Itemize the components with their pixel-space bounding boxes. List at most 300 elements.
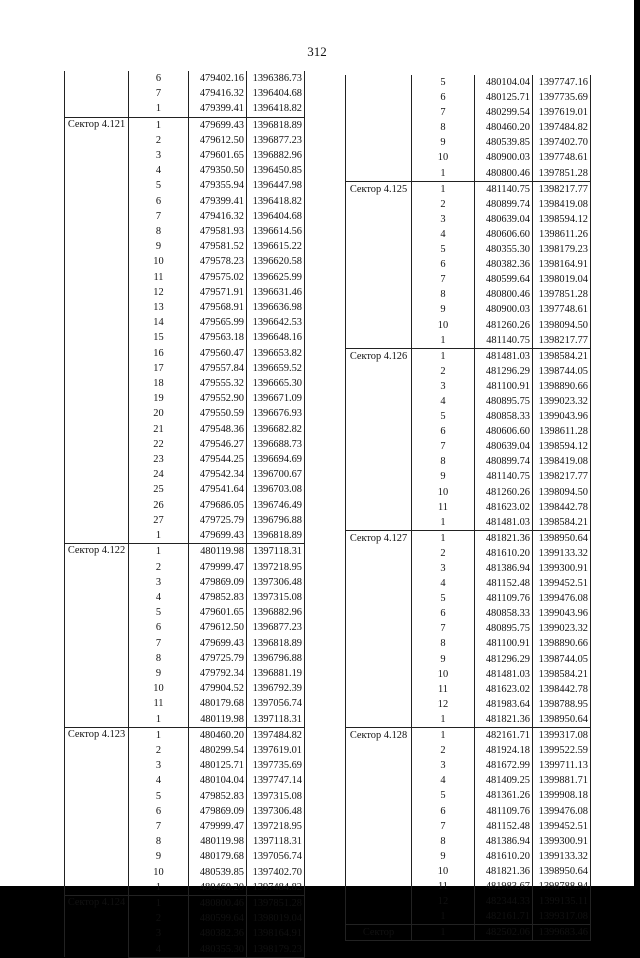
coordinate-x: 481983.67 (475, 879, 533, 894)
coordinate-y: 1398744.05 (533, 364, 591, 379)
coordinate-x: 481152.48 (475, 819, 533, 834)
coordinate-y: 1398019.04 (533, 272, 591, 287)
coordinate-y: 1399522.59 (533, 743, 591, 758)
coordinate-x: 479399.41 (189, 194, 247, 209)
point-number: 5 (129, 789, 189, 804)
coordinate-x: 482502.06 (475, 925, 533, 941)
point-number: 6 (129, 804, 189, 819)
coordinate-x: 479612.50 (189, 133, 247, 148)
coordinate-y: 1399043.96 (533, 409, 591, 424)
point-number: 3 (412, 758, 475, 773)
coordinate-y: 1396625.99 (247, 270, 305, 285)
coordinate-y: 1396877.23 (247, 620, 305, 635)
point-number: 12 (412, 894, 475, 909)
coordinate-x: 481610.20 (475, 546, 533, 561)
point-number: 1 (412, 181, 475, 197)
coordinate-x: 480900.03 (475, 302, 533, 317)
point-number: 1 (129, 712, 189, 728)
coordinate-y: 1396450.85 (247, 163, 305, 178)
point-number: 2 (412, 197, 475, 212)
point-number: 10 (129, 254, 189, 269)
coordinate-y: 1399023.32 (533, 621, 591, 636)
sector-label (65, 71, 129, 117)
coordinate-y: 1398442.78 (533, 682, 591, 697)
point-number: 1 (412, 333, 475, 349)
coordinate-y: 1398744.05 (533, 652, 591, 667)
coordinate-y: 1398164.91 (247, 926, 305, 941)
coordinate-x: 481152.48 (475, 576, 533, 591)
point-number: 14 (129, 315, 189, 330)
point-number: 7 (412, 819, 475, 834)
point-number: 8 (129, 224, 189, 239)
coordinate-x: 480382.36 (189, 926, 247, 941)
coordinate-y: 1397056.74 (247, 696, 305, 711)
point-number: 5 (412, 591, 475, 606)
coordinate-y: 1397851.28 (247, 895, 305, 911)
point-number: 11 (412, 682, 475, 697)
coordinate-x: 479546.27 (189, 437, 247, 452)
coordinate-y: 1399476.08 (533, 804, 591, 819)
point-number: 25 (129, 482, 189, 497)
point-number: 3 (129, 148, 189, 163)
coordinate-x: 479578.23 (189, 254, 247, 269)
table-row (346, 348, 591, 364)
coordinate-x: 481140.75 (475, 181, 533, 197)
table-row (346, 181, 591, 197)
point-number: 2 (412, 743, 475, 758)
coordinate-y: 1396700.67 (247, 467, 305, 482)
point-number: 7 (412, 272, 475, 287)
coordinate-x: 479999.47 (189, 819, 247, 834)
coordinate-x: 479541.64 (189, 482, 247, 497)
point-number: 20 (129, 406, 189, 421)
coordinate-x: 480606.60 (475, 424, 533, 439)
point-number: 9 (412, 849, 475, 864)
coordinate-y: 1396418.82 (247, 194, 305, 209)
coordinate-x: 481623.02 (475, 500, 533, 515)
point-number: 18 (129, 376, 189, 391)
coordinate-y: 1396796.88 (247, 651, 305, 666)
point-number: 27 (129, 513, 189, 528)
point-number: 1 (129, 544, 189, 560)
coordinate-x: 481260.26 (475, 485, 533, 500)
coordinate-y: 1396877.23 (247, 133, 305, 148)
coordinate-y: 1398611.28 (533, 424, 591, 439)
coordinate-x: 481481.03 (475, 515, 533, 531)
coordinate-y: 1398584.21 (533, 667, 591, 682)
coordinate-y: 1398419.08 (533, 454, 591, 469)
point-number: 23 (129, 452, 189, 467)
point-number: 1 (129, 117, 189, 133)
table-row (346, 728, 591, 744)
point-number: 22 (129, 437, 189, 452)
coordinate-y: 1396404.68 (247, 209, 305, 224)
point-number: 1 (412, 909, 475, 925)
coordinate-x: 481409.25 (475, 773, 533, 788)
coordinate-x: 481361.26 (475, 788, 533, 803)
point-number: 4 (412, 576, 475, 591)
sector-label: Сектор 4.123 (65, 727, 129, 895)
point-number: 5 (129, 178, 189, 193)
coordinate-y: 1397402.70 (533, 135, 591, 150)
coordinate-x: 479601.65 (189, 605, 247, 620)
coordinate-y: 1398788.95 (533, 697, 591, 712)
coordinate-x: 480104.04 (475, 75, 533, 90)
coordinate-y: 1398019.04 (247, 911, 305, 926)
point-number: 21 (129, 422, 189, 437)
coordinate-y: 1399317.08 (533, 728, 591, 744)
coordinate-x: 479869.09 (189, 804, 247, 819)
coordinate-x: 479581.52 (189, 239, 247, 254)
coordinate-x: 481386.94 (475, 834, 533, 849)
point-number: 3 (412, 379, 475, 394)
coordinate-y: 1396688.73 (247, 437, 305, 452)
coordinate-x: 479355.94 (189, 178, 247, 193)
coordinate-x: 480355.30 (189, 942, 247, 958)
coordinate-x: 481140.75 (475, 333, 533, 349)
coordinate-x: 481100.91 (475, 379, 533, 394)
coordinate-x: 479560.47 (189, 346, 247, 361)
coordinate-y: 1398179.23 (247, 942, 305, 958)
coordinate-x: 480125.71 (189, 758, 247, 773)
sector-label: Сектор 4.124 (65, 895, 129, 957)
coordinate-x: 479852.83 (189, 590, 247, 605)
coordinate-y: 1397747.16 (533, 75, 591, 90)
coordinate-x: 482161.71 (475, 909, 533, 925)
point-number: 2 (129, 743, 189, 758)
coordinate-y: 1396682.82 (247, 422, 305, 437)
table-row (65, 544, 305, 560)
coordinate-x: 479792.34 (189, 666, 247, 681)
coordinate-x: 480382.36 (475, 257, 533, 272)
coordinate-y: 1398217.77 (533, 181, 591, 197)
point-number: 1 (412, 925, 475, 941)
coordinate-y: 1397484.82 (533, 120, 591, 135)
coordinate-y: 1399135.11 (533, 894, 591, 909)
coordinate-y: 1398611.26 (533, 227, 591, 242)
coordinate-x: 479402.16 (189, 71, 247, 86)
coordinate-y: 1396818.89 (247, 117, 305, 133)
coordinate-x: 479399.41 (189, 101, 247, 117)
point-number: 1 (129, 880, 189, 896)
coordinate-x: 481296.29 (475, 652, 533, 667)
sector-label: Сектор (346, 925, 412, 941)
coordinate-x: 480355.30 (475, 242, 533, 257)
point-number: 16 (129, 346, 189, 361)
point-number: 2 (412, 364, 475, 379)
coordinate-y: 1397851.28 (533, 287, 591, 302)
point-number: 9 (412, 652, 475, 667)
coordinate-x: 481109.76 (475, 591, 533, 606)
coordinate-y: 1397118.31 (247, 712, 305, 728)
coordinate-y: 1398950.64 (533, 712, 591, 728)
point-number: 1 (129, 101, 189, 117)
coordinate-y: 1396615.22 (247, 239, 305, 254)
point-number: 8 (412, 454, 475, 469)
coordinate-y: 1398179.23 (533, 242, 591, 257)
coordinate-x: 479544.25 (189, 452, 247, 467)
coordinate-x: 479557.84 (189, 361, 247, 376)
point-number: 7 (129, 636, 189, 651)
point-number: 8 (129, 651, 189, 666)
point-number: 4 (129, 942, 189, 958)
point-number: 7 (412, 439, 475, 454)
coordinate-x: 481983.64 (475, 697, 533, 712)
point-number: 9 (129, 239, 189, 254)
point-number: 6 (412, 257, 475, 272)
point-number: 7 (129, 209, 189, 224)
coordinate-y: 1399908.18 (533, 788, 591, 803)
point-number: 9 (412, 469, 475, 484)
point-number: 5 (129, 605, 189, 620)
coordinate-y: 1397315.08 (247, 590, 305, 605)
coordinate-y: 1396792.39 (247, 681, 305, 696)
coordinate-y: 1398890.66 (533, 379, 591, 394)
point-number: 4 (412, 394, 475, 409)
coordinate-x: 480599.64 (475, 272, 533, 287)
point-number: 10 (412, 864, 475, 879)
coordinate-x: 479550.59 (189, 406, 247, 421)
coordinate-y: 1399452.51 (533, 819, 591, 834)
coordinate-y: 1396882.96 (247, 605, 305, 620)
coordinate-x: 481481.03 (475, 667, 533, 682)
coordinate-y: 1399317.08 (533, 909, 591, 925)
point-number: 10 (412, 667, 475, 682)
coordinate-x: 480179.68 (189, 849, 247, 864)
coordinate-x: 479699.43 (189, 117, 247, 133)
coordinate-x: 479563.18 (189, 330, 247, 345)
point-number: 4 (412, 773, 475, 788)
coordinate-x: 479581.93 (189, 224, 247, 239)
point-number: 10 (412, 485, 475, 500)
coordinate-y: 1397118.31 (247, 834, 305, 849)
point-number: 1 (129, 528, 189, 544)
point-number: 6 (129, 194, 189, 209)
coordinate-x: 481100.91 (475, 636, 533, 651)
coordinate-x: 479869.09 (189, 575, 247, 590)
sector-label: Сектор 4.122 (65, 544, 129, 727)
coordinate-y: 1397402.70 (247, 865, 305, 880)
coordinate-x: 480858.33 (475, 606, 533, 621)
coordinate-y: 1396418.82 (247, 101, 305, 117)
point-number: 11 (129, 696, 189, 711)
coordinate-y: 1396818.89 (247, 636, 305, 651)
coordinate-x: 479552.90 (189, 391, 247, 406)
sector-label (346, 75, 412, 181)
point-number: 5 (412, 409, 475, 424)
coordinate-y: 1399133.32 (533, 546, 591, 561)
coordinate-x: 480800.46 (475, 166, 533, 182)
coordinate-x: 479416.32 (189, 86, 247, 101)
coordinate-x: 480119.98 (189, 834, 247, 849)
page-number: 312 (307, 44, 327, 59)
coordinate-y: 1396447.98 (247, 178, 305, 193)
coordinate-y: 1396620.58 (247, 254, 305, 269)
point-number: 8 (412, 287, 475, 302)
coordinate-x: 480119.98 (189, 712, 247, 728)
point-number: 26 (129, 498, 189, 513)
point-number: 11 (412, 879, 475, 894)
coordinate-x: 480639.04 (475, 212, 533, 227)
coordinate-y: 1396694.69 (247, 452, 305, 467)
point-number: 4 (129, 590, 189, 605)
point-number: 7 (412, 105, 475, 120)
coordinate-y: 1399452.51 (533, 576, 591, 591)
coordinate-y: 1396671.09 (247, 391, 305, 406)
coordinate-y: 1396746.49 (247, 498, 305, 513)
coordinate-x: 479725.79 (189, 651, 247, 666)
point-number: 5 (412, 788, 475, 803)
point-number: 1 (412, 166, 475, 182)
coordinate-y: 1396665.30 (247, 376, 305, 391)
point-number: 12 (129, 285, 189, 300)
coordinate-x: 480599.64 (189, 911, 247, 926)
point-number: 7 (129, 819, 189, 834)
coordinate-y: 1397619.01 (247, 743, 305, 758)
coordinate-y: 1396631.46 (247, 285, 305, 300)
coordinate-y: 1397747.14 (247, 773, 305, 788)
point-number: 10 (129, 865, 189, 880)
coordinate-y: 1399023.32 (533, 394, 591, 409)
table-row (65, 727, 305, 743)
coordinate-x: 481610.20 (475, 849, 533, 864)
coordinates-table-left (64, 71, 305, 958)
table-row (65, 117, 305, 133)
table-row (346, 925, 591, 941)
coordinate-x: 480800.46 (475, 287, 533, 302)
coordinate-y: 1396648.16 (247, 330, 305, 345)
coordinate-y: 1396404.68 (247, 86, 305, 101)
coordinate-y: 1398217.77 (533, 333, 591, 349)
coordinate-y: 1398164.91 (533, 257, 591, 272)
coordinate-x: 481296.29 (475, 364, 533, 379)
point-number: 9 (412, 302, 475, 317)
point-number: 1 (412, 515, 475, 531)
point-number: 2 (129, 911, 189, 926)
point-number: 2 (412, 546, 475, 561)
coordinate-x: 480119.98 (189, 544, 247, 560)
coordinate-y: 1397484.82 (247, 880, 305, 896)
coordinate-y: 1399476.08 (533, 591, 591, 606)
point-number: 12 (412, 697, 475, 712)
coordinate-x: 479699.43 (189, 528, 247, 544)
point-number: 2 (129, 560, 189, 575)
coordinate-y: 1397315.08 (247, 789, 305, 804)
coordinate-y: 1397218.95 (247, 819, 305, 834)
coordinate-x: 479568.91 (189, 300, 247, 315)
coordinate-y: 1396676.93 (247, 406, 305, 421)
point-number: 3 (129, 575, 189, 590)
coordinate-y: 1397218.95 (247, 560, 305, 575)
coordinate-x: 480606.60 (475, 227, 533, 242)
point-number: 5 (412, 75, 475, 90)
coordinate-y: 1397735.69 (533, 90, 591, 105)
coordinate-x: 479999.47 (189, 560, 247, 575)
sector-label: Сектор 4.121 (65, 117, 129, 544)
coordinate-x: 482344.33 (475, 894, 533, 909)
point-number: 3 (412, 561, 475, 576)
coordinate-x: 480299.54 (189, 743, 247, 758)
coordinate-x: 481109.76 (475, 804, 533, 819)
point-number: 3 (129, 926, 189, 941)
point-number: 3 (412, 212, 475, 227)
sector-label: Сектор 4.125 (346, 181, 412, 348)
point-number: 6 (129, 620, 189, 635)
point-number: 9 (412, 135, 475, 150)
coordinate-y: 1396796.88 (247, 513, 305, 528)
coordinate-y: 1396659.52 (247, 361, 305, 376)
coordinate-x: 479555.32 (189, 376, 247, 391)
coordinate-y: 1399711.13 (533, 758, 591, 773)
coordinate-x: 479542.34 (189, 467, 247, 482)
coordinate-x: 479852.83 (189, 789, 247, 804)
table-row (65, 895, 305, 911)
coordinate-x: 480460.20 (189, 880, 247, 896)
point-number: 6 (412, 606, 475, 621)
point-number: 1 (412, 530, 475, 546)
coordinate-x: 480899.74 (475, 454, 533, 469)
coordinate-y: 1399683.46 (533, 925, 591, 941)
coordinate-x: 480460.20 (475, 120, 533, 135)
coordinate-y: 1398217.77 (533, 469, 591, 484)
coordinate-y: 1398950.64 (533, 530, 591, 546)
coordinates-table-right (345, 75, 591, 941)
coordinate-y: 1397118.31 (247, 544, 305, 560)
coordinate-x: 479725.79 (189, 513, 247, 528)
point-number: 1 (129, 727, 189, 743)
table-row (346, 530, 591, 546)
coordinate-x: 479575.02 (189, 270, 247, 285)
point-number: 19 (129, 391, 189, 406)
coordinate-y: 1396642.53 (247, 315, 305, 330)
coordinate-x: 479686.05 (189, 498, 247, 513)
coordinate-x: 479548.36 (189, 422, 247, 437)
coordinate-x: 480895.75 (475, 394, 533, 409)
coordinate-x: 480858.33 (475, 409, 533, 424)
point-number: 8 (412, 834, 475, 849)
coordinate-x: 480104.04 (189, 773, 247, 788)
coordinate-y: 1397748.61 (533, 302, 591, 317)
coordinate-x: 481481.03 (475, 348, 533, 364)
point-number: 6 (129, 71, 189, 86)
point-number: 1 (129, 895, 189, 911)
coordinate-y: 1397306.48 (247, 575, 305, 590)
coordinate-x: 480539.85 (189, 865, 247, 880)
point-number: 11 (412, 500, 475, 515)
coordinate-y: 1398094.50 (533, 485, 591, 500)
point-number: 8 (412, 120, 475, 135)
coordinate-x: 482161.71 (475, 728, 533, 744)
coordinate-y: 1398950.64 (533, 864, 591, 879)
coordinate-y: 1396882.96 (247, 148, 305, 163)
point-number: 9 (129, 666, 189, 681)
point-number: 3 (129, 758, 189, 773)
coordinate-x: 481821.36 (475, 864, 533, 879)
coordinate-x: 479350.50 (189, 163, 247, 178)
coordinate-y: 1398442.78 (533, 500, 591, 515)
coordinate-x: 480899.74 (475, 197, 533, 212)
coordinate-y: 1397748.61 (533, 150, 591, 165)
coordinate-y: 1399881.71 (533, 773, 591, 788)
coordinate-y: 1396614.56 (247, 224, 305, 239)
coordinate-y: 1397484.82 (247, 727, 305, 743)
coordinate-y: 1396386.73 (247, 71, 305, 86)
point-number: 1 (412, 348, 475, 364)
point-number: 4 (412, 227, 475, 242)
coordinate-y: 1397735.69 (247, 758, 305, 773)
coordinate-x: 480125.71 (475, 90, 533, 105)
point-number: 9 (129, 849, 189, 864)
